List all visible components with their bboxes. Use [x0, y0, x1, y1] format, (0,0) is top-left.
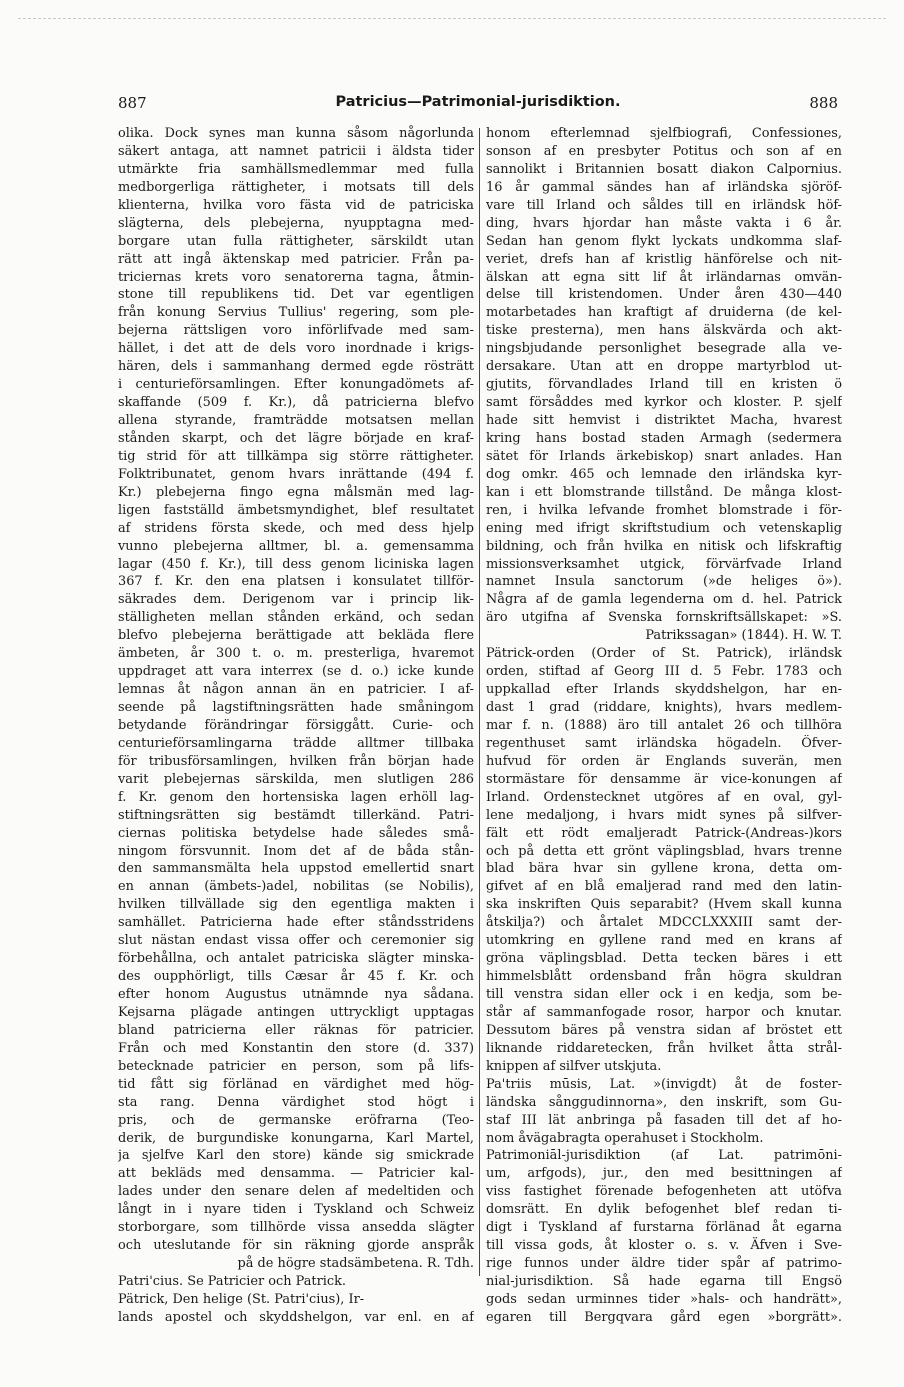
text-line: den sammansmälta hela uppstod emellertid snart [118, 861, 474, 877]
text-line: motarbetades han kraftigt af druiderna (de kel- [486, 305, 842, 321]
text-line: tig strid för att tillkämpa sig större rättigheter. [118, 448, 474, 464]
text-line: samhället. Patricierna hade efter ståndsstridens [118, 915, 474, 931]
text-line: samt försåddes med kyrkor och kloster. P. sjelf [486, 395, 842, 411]
text-line: Från och med Konstantin den store (d. 337) [118, 1040, 474, 1056]
page-header [118, 94, 838, 116]
text-line: hufvud för orden är Englands suverän, men [486, 753, 842, 769]
text-line: på de högre stadsämbetena. R. Tdh. [237, 1256, 474, 1272]
text-line: digt i Tyskland af furstarna förlänad åt egarna [486, 1220, 842, 1236]
text-line: i centurieförsamlingen. Efter konungadömets af- [118, 377, 474, 393]
text-line: veriet, drefs han af kristlig hänförelse och nit- [486, 251, 842, 267]
text-line: Patrikssagan» (1844). H. W. T. [645, 628, 842, 644]
text-line: 16 år gammal sändes han af irländska sjöröf- [486, 179, 842, 195]
text-line: efter honom Augustus utnämnde nya sådana. [118, 987, 474, 1002]
text-line: nom åvägabragta operahuset i Stockholm. [486, 1130, 764, 1146]
text-line: centurieförsamlingarna trädde alltmer tillbaka [118, 735, 474, 751]
text-line: dersakare. Utan att en droppe martyrblod ut- [486, 359, 842, 375]
text-line: för tribusförsamlingen, hvilken från början hade [118, 753, 474, 769]
text-line: sätet för Irlands ärkebiskop) snart anlades. Han [486, 448, 842, 464]
text-line: lades under den senare delen af medeltiden och [118, 1184, 474, 1200]
text-line: ciernas politiska betydelse hade således små- [118, 825, 474, 841]
text-line: vunno plebejerna alltmer, bl. a. gemensamma [118, 538, 474, 554]
text-line: Patrimoniāl-jurisdiktion (af Lat. patrimōni- [486, 1148, 842, 1164]
text-line: ja sjelfve Karl den store) kände sig smickrade [118, 1148, 474, 1164]
text-line: rige funnos under äldre tider spår af patrimo- [486, 1256, 842, 1272]
text-line: borgare utan fulla rättigheter, särskildt utan [118, 233, 474, 249]
text-line: storborgare, som tillhörde vissa ansedda slägter [118, 1220, 474, 1236]
text-line: klienterna, hvilka voro fästa vid de patriciska [118, 197, 474, 213]
text-line: äro utgifna af Svenska fornskriftsällskapet: »S. [486, 610, 842, 626]
text-line: Några af de gamla legenderna om d. hel. Patrick [486, 592, 842, 608]
text-line: uppdraget att vara interrex (se d. o.) icke kunde [118, 664, 474, 680]
text-line: regenthuset samt irländska högadeln. Öfver- [486, 735, 842, 751]
text-line: Dessutom bäres på venstra sidan af bröstet ett [486, 1022, 842, 1038]
text-line: Sedan han genom flykt lyckats undkomma slaf- [486, 233, 842, 249]
text-line: honom efterlemnad sjelfbiografi, Confessiones, [486, 126, 842, 141]
text-line: Pa'triis mūsis, Lat. »(invigdt) åt de foster- [486, 1076, 842, 1092]
text-line: varit plebejernas särskilda, men slutligen 286 [118, 771, 474, 787]
text-line: Irland. Ordenstecknet utgöres af en oval, gyl- [486, 789, 842, 805]
text-line: tid fått sig förlänad en värdighet med hög- [118, 1076, 474, 1092]
text-line: knippen af silfver utskjuta. [486, 1058, 662, 1074]
text-line: blefvo plebejerna berättigade att bekläda flere [118, 628, 474, 644]
text-line: sta rang. Denna värdighet stod högt i [118, 1094, 474, 1110]
text-line: delse till kristendomen. Under åren 430—440 [486, 287, 842, 303]
text-line: missionsverksamhet utgick, förvärfvade Irland [486, 556, 842, 572]
text-line: gifvet af en blå emaljerad rand med den latin- [486, 879, 842, 895]
text-line: att bekläds med densamma. — Patricier kal- [118, 1166, 474, 1182]
text-line: betydande förändringar försiggått. Curie- och [118, 717, 474, 733]
page-number-right: 888 [809, 94, 838, 112]
text-line: säkert antaga, att namnet patricii i äldsta tider [118, 143, 474, 159]
text-line: stiftningsrätten sig bestämdt tillerkänd. Patri- [118, 807, 474, 823]
text-line: bejerna rättsligen voro införlifvade med sam- [118, 323, 474, 339]
text-line: ren, i hvilka lefvande fromhet blomstrade i för- [486, 502, 842, 518]
left-column [118, 125, 474, 1327]
text-line: ländska sånggudinnorna», den inskrift, som Gu- [486, 1094, 842, 1110]
text-line: utomkring en gyllene rand med en krans af [486, 933, 842, 949]
right-column [486, 125, 842, 1327]
text-line: triciernas krets voro senatorerna tagna, åtmin- [118, 269, 474, 285]
text-line: pris, och de germanske eröfrarna (Teo- [118, 1112, 474, 1128]
text-line: gröna väplingsblad. Detta tecken bäres i ett [486, 951, 842, 967]
text-line: hvilken tillvällade sig den egentliga makten i [118, 897, 474, 913]
text-line: till vissa gods, åt kloster o. s. v. Äfven i Sve- [486, 1238, 842, 1254]
text-line: nial-jurisdiktion. Så hade egarna till Engsö [486, 1274, 842, 1289]
text-line: skaffande (509 f. Kr.), då patricierna blefvo [118, 395, 474, 411]
text-line: står af sammanfogade rosor, harpor och knutar. [486, 1004, 842, 1020]
text-line: blad bära hvar sin gyllene krona, detta om- [486, 861, 842, 877]
text-line: utmärkte fria samhällsmedlemmar med fulla [118, 161, 474, 177]
text-line: himmelsblått ordensband från högra skuldran [486, 969, 842, 985]
text-line: bland patricierna eller räknas för patricier. [118, 1022, 474, 1038]
text-line: säkrades dem. Derigenom var i princip lik- [118, 592, 474, 608]
scan-edge-rule [18, 18, 886, 19]
text-line: 367 f. Kr. den ena platsen i konsulatet tillför- [118, 574, 474, 590]
text-line: allena styrande, framträdde motsatsen mellan [118, 413, 474, 428]
text-line: tiske presterna), men hans älskvärda och akt- [486, 323, 842, 339]
text-line: och uteslutande för sin räkning gjorde anspråk [118, 1238, 474, 1254]
text-line: fält ett rödt emaljeradt Patrick-(Andreas-)kors [486, 825, 842, 841]
text-line: kan i ett blomstrande tillstånd. De många klost- [486, 484, 842, 500]
text-line: Pätrick, Den helige (St. Patri'cius), Ir- [118, 1291, 365, 1307]
text-line: slägterna, dels plebejerna, nyupptagna med- [118, 215, 474, 231]
text-line: ding, hvars hjordar han måste vakta i 6 år. [486, 215, 842, 231]
text-line: uppkallad efter Irlands skyddshelgon, har en- [486, 682, 842, 698]
text-line: ämbeten, år 300 t. o. m. presterliga, hvaremot [118, 646, 474, 662]
text-line: stånden skarpt, och det lägre började en kraf- [118, 430, 474, 446]
text-line: lene medaljong, i hvars midt synes på silfver- [486, 807, 842, 823]
text-line: liknande riddaretecken, från hvilket åtta strål- [486, 1040, 842, 1056]
text-line: ställigheten mellan stånden erkänd, och sedan [118, 610, 474, 626]
text-line: sonson af en presbyter Potitus och son af en [486, 143, 842, 159]
text-line: sannolikt i Britannien bosatt diakon Calpornius. [486, 161, 842, 177]
text-line: orden, stiftad af Georg III d. 5 Febr. 1783 och [486, 664, 842, 680]
text-line: en annan (ämbets-)adel, nobilitas (se Nobilis), [118, 879, 474, 895]
text-line: gods sedan urminnes tider »hals- och handrätt», [486, 1291, 842, 1307]
text-line: f. Kr. genom den hortensiska lagen erhöll lag- [118, 789, 474, 805]
text-line: lands apostel och skyddshelgon, var enl. en af [118, 1309, 474, 1325]
text-line: långt in i nyare tiden i Tyskland och Schweiz [118, 1202, 474, 1218]
text-line: ningom försvunnit. Inom det af de båda stån- [118, 843, 474, 859]
text-line: gjutits, förvandlades Irland till en kristen ö [486, 377, 842, 393]
text-line: stormästare för densamme är vice-konungen af [486, 771, 842, 787]
text-line: hället, i det att de dels voro inordnade i krigs- [118, 341, 474, 357]
text-line: Folktribunatet, genom hvars inrättande (494 f. [118, 466, 474, 482]
text-line: kring hans bostad staden Armagh (sedermera [486, 430, 842, 446]
column-divider [479, 128, 480, 1276]
text-line: lagar (450 f. Kr.), till dess genom liciniska lagen [118, 556, 474, 572]
text-line: domsrätt. En dylik befogenhet blef redan ti- [486, 1202, 842, 1218]
text-line: ligen fastställd ämbetsmyndighet, blef resultatet [118, 502, 474, 518]
text-line: Pätrick-orden (Order of St. Patrick), irländsk [486, 646, 842, 662]
text-line: seende på lagstiftningsrätten hade småningom [118, 700, 474, 715]
text-line: åtskilja?) och årtalet MDCCLXXXIII samt der- [486, 915, 842, 931]
text-line: älskan att egna sitt lif åt irländarnas omvän- [486, 269, 842, 285]
text-line: dast 1 grad (riddare, knights), hvars medlem- [486, 700, 842, 715]
text-line: betecknade patricier en person, som på lifs- [118, 1058, 474, 1074]
text-line: mar f. n. (1888) äro till antalet 26 och tillhöra [486, 717, 842, 733]
text-line: Patri'cius. Se Patricier och Patrick. [118, 1274, 347, 1289]
text-line: rätt att ingå äktenskap med patricier. Från pa- [118, 251, 474, 267]
text-line: ening med ifrigt skriftstudium och vetenskaplig [486, 520, 842, 536]
text-line: des oupphörligt, tills Cæsar år 45 f. Kr. och [118, 969, 474, 985]
text-line: ska inskriften Quis separabit? (Hvem skall kunna [486, 897, 842, 913]
text-line: olika. Dock synes man kunna såsom någorlunda [118, 126, 474, 141]
text-line: af stridens första skede, och med dess hjelp [118, 520, 474, 536]
text-line: staf III lät anbringa på fasaden till det af ho- [486, 1112, 842, 1128]
page-number-left: 887 [118, 94, 147, 112]
text-line: egaren till Bergqvara gård egen »borgrätt». [486, 1309, 842, 1325]
text-line: hade sitt hemvist i distriktet Macha, hvarest [486, 413, 842, 428]
text-line: medborgerliga rättigheter, i motsats till dels [118, 179, 474, 195]
text-line: vare till Irland och såldes till en irländsk höf- [486, 197, 842, 213]
text-line: Kejsarna plägade antingen uttryckligt upptagas [118, 1004, 474, 1020]
text-line: och på detta ett grönt väplingsblad, hvars trenne [486, 843, 842, 859]
text-line: från konung Servius Tullius' regering, som ple- [118, 305, 474, 321]
text-line: ningsbjudande personlighet besegrade alla ve- [486, 341, 842, 357]
text-line: um, arfgods), jur., den med besittningen af [486, 1166, 842, 1182]
text-line: slut nästan endast vissa offer och ceremonier sig [118, 933, 474, 949]
running-title: Patricius—Patrimonial-jurisdiktion. [335, 94, 621, 110]
text-line: förbehållna, och antalet patriciska slägter minska- [118, 951, 474, 967]
text-line: till venstra sidan eller ock i en kedja, som be- [486, 987, 842, 1002]
text-line: dog omkr. 465 och lemnade den irländska kyr- [486, 466, 842, 482]
text-line: Kr.) plebejerna fingo egna målsmän med lag- [118, 484, 474, 500]
text-line: lemnas åt någon annan än en patricier. I af- [118, 682, 474, 698]
text-line: stone till republikens tid. Det var egentligen [118, 287, 474, 303]
text-line: derik, de burgundiske konungarna, Karl Martel, [118, 1130, 474, 1146]
text-line: bildning, och från hvilka en nitisk och lifskraftig [486, 538, 842, 554]
text-line: viss fastighet förenade befogenheten att utöfva [486, 1184, 842, 1200]
text-line: namnet Insula sanctorum (»de heliges ö»). [486, 574, 842, 590]
text-line: hären, dels i sammanhang dermed egde rösträtt [118, 359, 474, 375]
